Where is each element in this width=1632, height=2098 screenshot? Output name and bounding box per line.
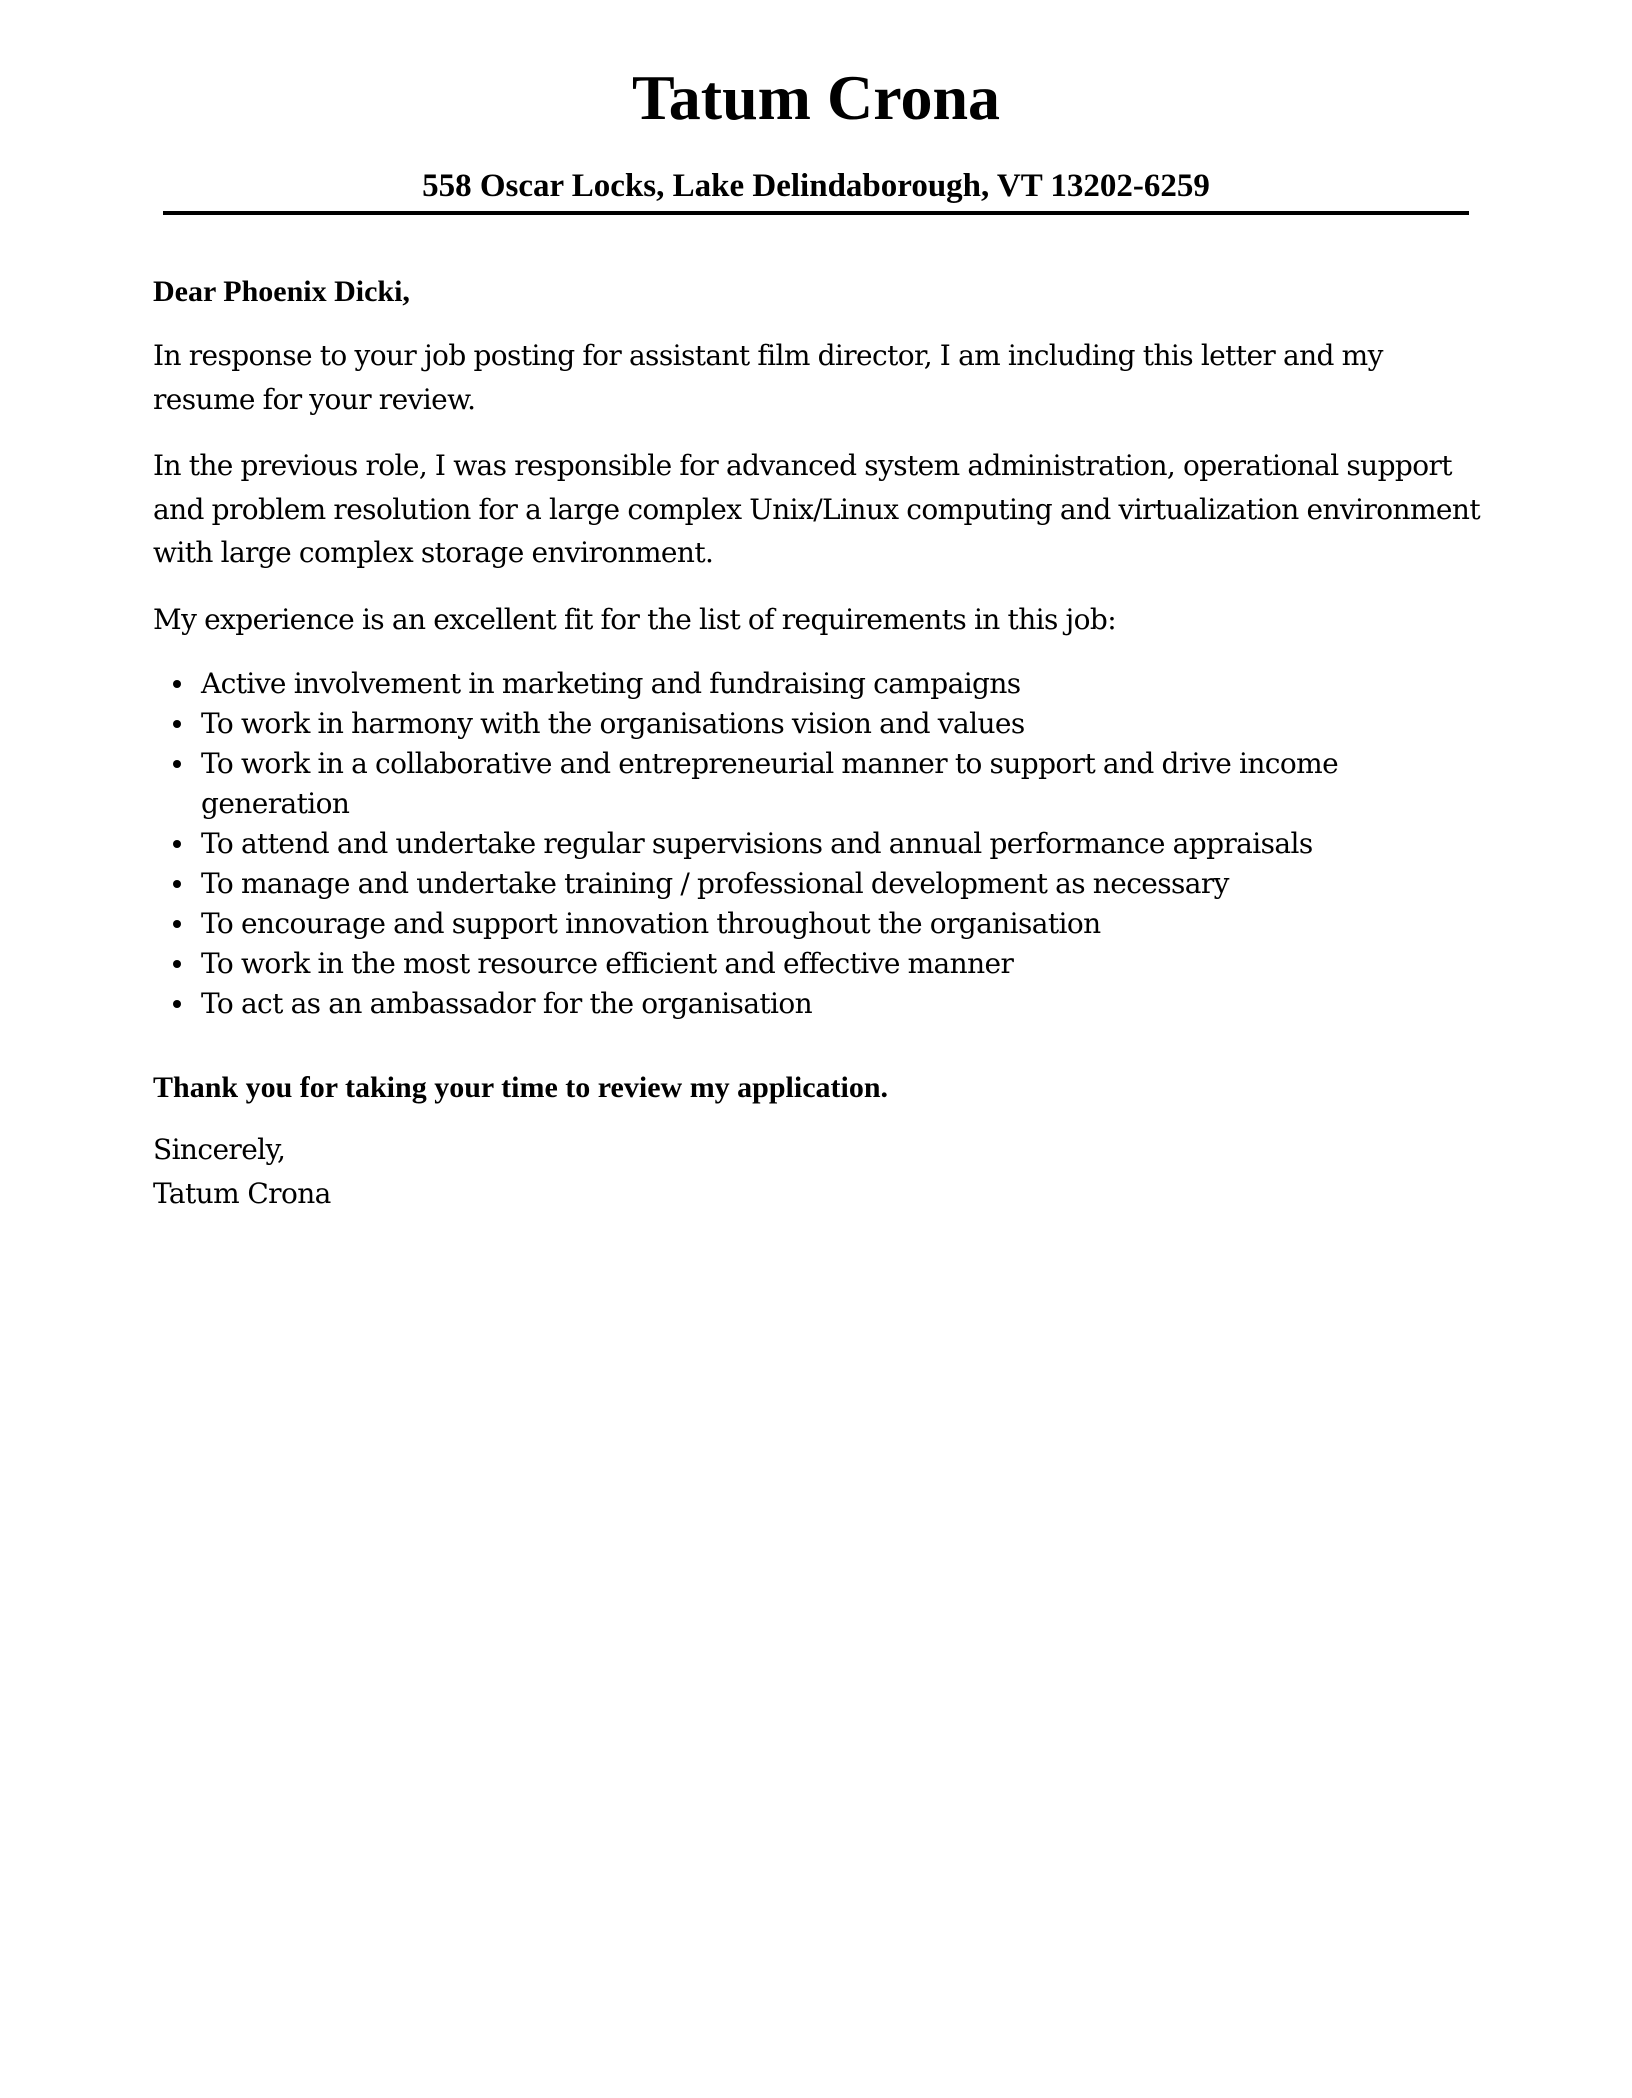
header-divider <box>163 211 1469 215</box>
bullet-icon <box>173 760 181 768</box>
list-item <box>201 944 1483 984</box>
list-item <box>201 984 1483 1024</box>
bullet-icon <box>173 960 181 968</box>
list-item-text: To work in the most resource efficient and effective manner <box>201 947 1014 980</box>
list-item-text: To attend and undertake regular supervisions and annual performance appraisals <box>201 827 1313 860</box>
bullet-icon <box>173 680 181 688</box>
signoff: Sincerely, <box>153 1133 286 1166</box>
bullet-icon <box>173 880 181 888</box>
signature-name: Tatum Crona <box>153 1176 331 1210</box>
list-item <box>201 744 1483 824</box>
applicant-name: Tatum Crona <box>631 62 1001 133</box>
bullet-icon <box>173 1000 181 1008</box>
list-item <box>201 704 1483 744</box>
requirements-list <box>153 664 1483 1024</box>
letter-body <box>153 270 1483 1215</box>
list-item-text: To work in a collaborative and entrepreneurial manner to support and drive income generation <box>201 747 1339 820</box>
bullet-icon <box>173 840 181 848</box>
list-item <box>201 904 1483 944</box>
salutation: Dear Phoenix Dicki, <box>153 275 410 308</box>
experience-paragraph: In the previous role, I was responsible for advanced system administration, operational support and problem resolution for a large complex Unix/Linux computing and virtualization environment with large complex storage environment. <box>153 449 1480 569</box>
list-item-text: To manage and undertake training / professional development as necessary <box>201 867 1229 900</box>
bullet-icon <box>173 920 181 928</box>
list-item-text: Active involvement in marketing and fundraising campaigns <box>201 667 1021 700</box>
closing-statement: Thank you for taking your time to review my application. <box>153 1071 889 1104</box>
list-item-text: To encourage and support innovation throughout the organisation <box>201 907 1101 940</box>
intro-paragraph: In response to your job posting for assistant film director, I am including this letter and my resume for your review. <box>153 339 1383 416</box>
list-item <box>201 664 1483 704</box>
list-item <box>201 824 1483 864</box>
applicant-address: 558 Oscar Locks, Lake Delindaborough, VT 13202-6259 <box>422 168 1210 204</box>
list-item <box>201 864 1483 904</box>
bullet-icon <box>173 720 181 728</box>
list-item-text: To work in harmony with the organisations vision and values <box>201 707 1025 740</box>
fit-paragraph: My experience is an excellent fit for the list of requirements in this job: <box>153 602 1117 636</box>
list-item-text: To act as an ambassador for the organisation <box>201 987 813 1020</box>
